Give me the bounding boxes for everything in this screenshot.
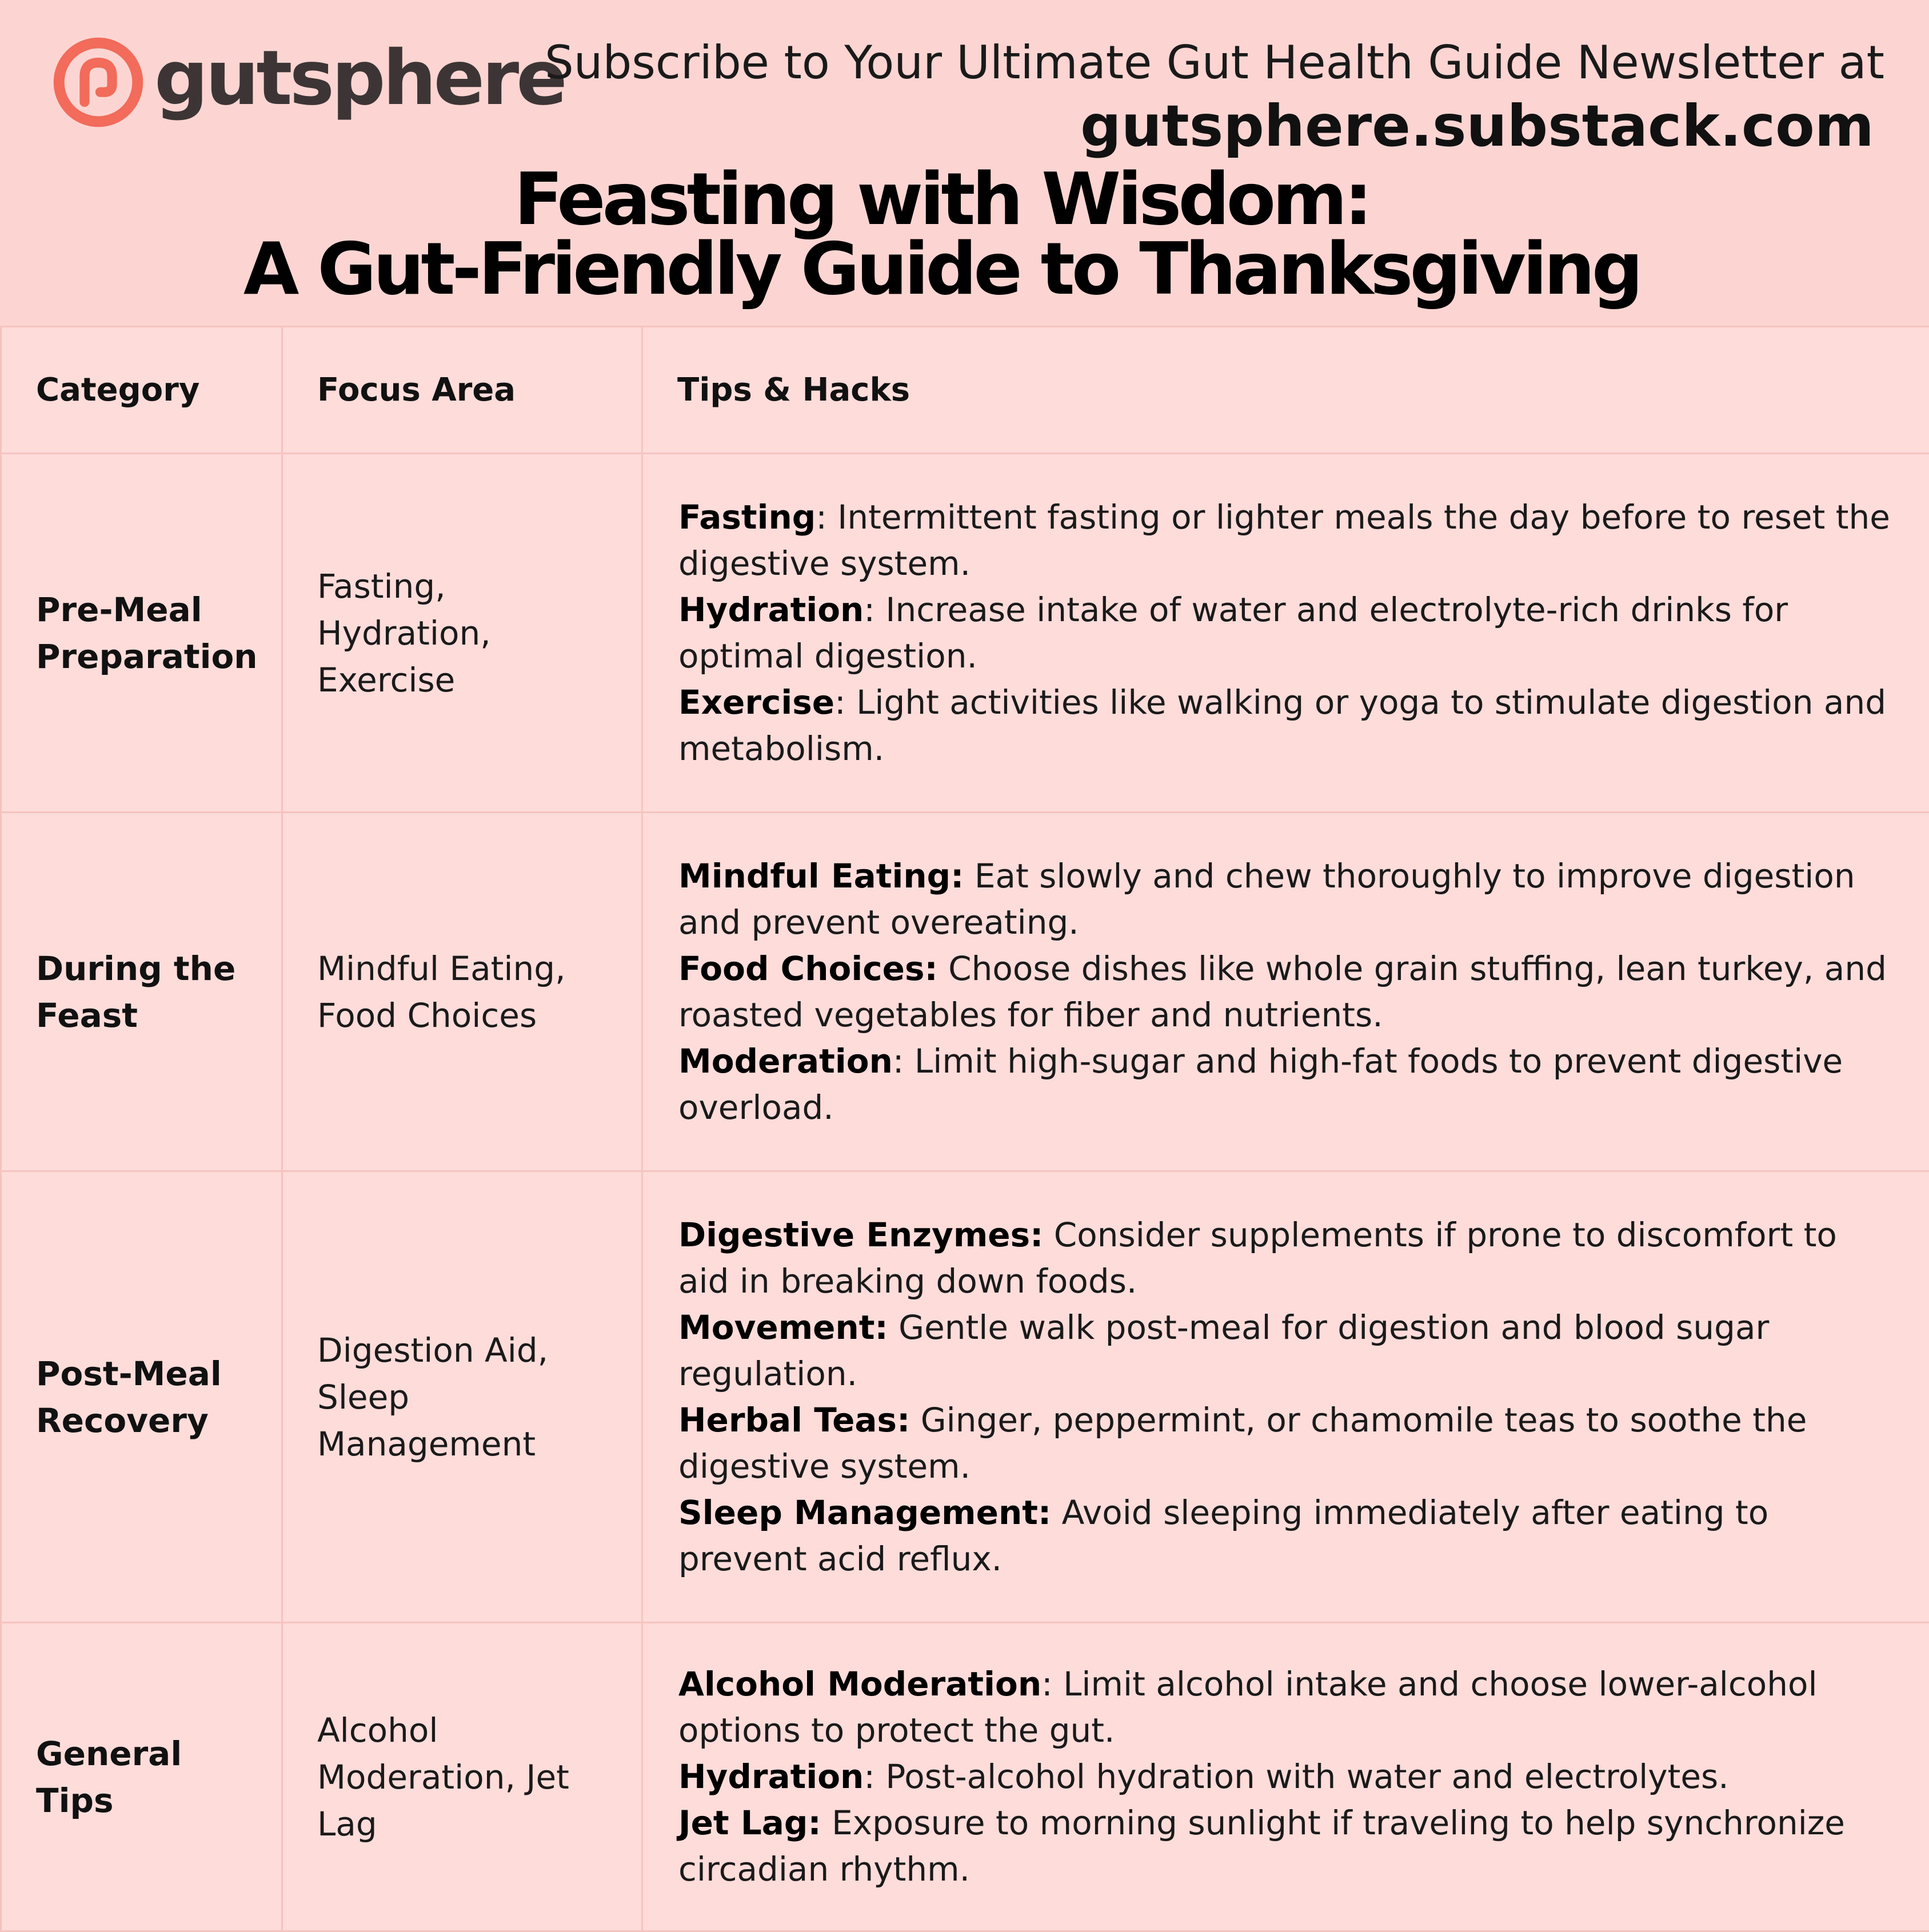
newsletter-url[interactable]: gutsphere.substack.com [1080, 95, 1874, 158]
tip-text: Post-alcohol hydration with water and electrolytes. [885, 1757, 1728, 1796]
logo [49, 33, 565, 131]
table-row [1, 454, 1929, 813]
tip-item [678, 1305, 1895, 1397]
focus-cell: Digestion Aid, Sleep Management [282, 1171, 642, 1623]
tip-item [678, 1397, 1895, 1490]
tip-text: Increase intake of water and electrolyte-rich drinks for optimal digestion. [678, 590, 1788, 675]
tips-cell [642, 454, 1929, 813]
tip-label: Moderation [678, 1042, 893, 1081]
tip-text: Choose dishes like whole grain stuffing, lean turkey, and roasted vegetables for fiber and nutrients. [678, 949, 1887, 1034]
tip-label: Alcohol Moderation [678, 1665, 1041, 1703]
tip-text: Limit alcohol intake and choose lower-alcohol options to protect the gut. [678, 1665, 1818, 1750]
category-cell: Post-Meal Recovery [1, 1171, 282, 1623]
tip-label: Mindful Eating: [678, 857, 964, 895]
title-line-1: Feasting with Wisdom: [0, 165, 1906, 234]
tips-cell [642, 1171, 1929, 1623]
category-cell: General Tips [1, 1623, 282, 1931]
category-cell: During the Feast [1, 813, 282, 1171]
tip-item [678, 1800, 1895, 1893]
tip-item [678, 946, 1895, 1038]
subscribe-text: Subscribe to Your Ultimate Gut Health Guide Newsletter at [545, 38, 1884, 88]
brand-name: gutsphere [154, 41, 565, 116]
tip-text: Gentle walk post-meal for digestion and blood sugar regulation. [678, 1308, 1769, 1393]
tip-item: Hydration: Post-alcohol hydration with water and electrolytes. [678, 1754, 1895, 1800]
tip-label: Food Choices: [678, 949, 938, 988]
header [0, 0, 1929, 326]
header-focus-area: Focus Area [282, 327, 642, 454]
tip-item [678, 853, 1895, 946]
tip-text: Avoid sleeping immediately after eating to prevent acid reflux. [678, 1493, 1768, 1578]
tip-label: Sleep Management: [678, 1493, 1051, 1532]
table-header-row [1, 327, 1929, 454]
focus-cell: Alcohol Moderation, Jet Lag [282, 1623, 642, 1931]
tip-text: Limit high-sugar and high-fat foods to prevent digestive overload. [678, 1042, 1843, 1127]
table-row [1, 1623, 1929, 1931]
header-tips: Tips & Hacks [642, 327, 1929, 454]
tip-item: Moderation: Limit high-sugar and high-fat foods to prevent digestive overload. [678, 1038, 1895, 1131]
page-title [0, 165, 1906, 304]
category-cell: Pre-Meal Preparation [1, 454, 282, 813]
tip-label: Jet Lag: [678, 1803, 821, 1842]
focus-cell: Mindful Eating, Food Choices [282, 813, 642, 1171]
tip-text: Intermittent fasting or lighter meals the day before to reset the digestive system. [678, 498, 1890, 583]
gut-logo-icon [49, 33, 147, 131]
tip-label: Fasting [678, 498, 816, 537]
tip-label: Movement: [678, 1308, 888, 1347]
tip-item: Exercise: Light activities like walking or yoga to stimulate digestion and metabolism. [678, 679, 1895, 772]
tip-text: Consider supplements if prone to discomfort to aid in breaking down foods. [678, 1215, 1837, 1301]
tip-label: Herbal Teas: [678, 1401, 910, 1439]
tip-label: Digestive Enzymes: [678, 1215, 1043, 1254]
tip-item: Alcohol Moderation: Limit alcohol intake and choose lower-alcohol options to protect the gut. [678, 1661, 1895, 1754]
tip-label: Hydration [678, 590, 864, 629]
tip-label: Exercise [678, 683, 834, 722]
tip-item [678, 1212, 1895, 1305]
tip-text: Light activities like walking or yoga to stimulate digestion and metabolism. [678, 683, 1886, 768]
tip-label: Hydration [678, 1757, 864, 1796]
tips-cell [642, 1623, 1929, 1931]
tip-item [678, 1490, 1895, 1582]
table-row [1, 813, 1929, 1171]
header-category: Category [1, 327, 282, 454]
tip-item: Hydration: Increase intake of water and electrolyte-rich drinks for optimal digestion. [678, 587, 1895, 679]
focus-cell: Fasting, Hydration, Exercise [282, 454, 642, 813]
tip-text: Ginger, peppermint, or chamomile teas to soothe the digestive system. [678, 1401, 1807, 1486]
table-row [1, 1171, 1929, 1623]
title-line-2: A Gut-Friendly Guide to Thanksgiving [0, 234, 1906, 304]
tip-item: Fasting: Intermittent fasting or lighter meals the day before to reset the digestive system. [678, 494, 1895, 587]
guide-table [0, 326, 1929, 1932]
tips-cell [642, 813, 1929, 1171]
tip-text: Eat slowly and chew thoroughly to improve digestion and prevent overeating. [678, 857, 1855, 942]
tip-text: Exposure to morning sunlight if traveling to help synchronize circadian rhythm. [678, 1803, 1845, 1889]
